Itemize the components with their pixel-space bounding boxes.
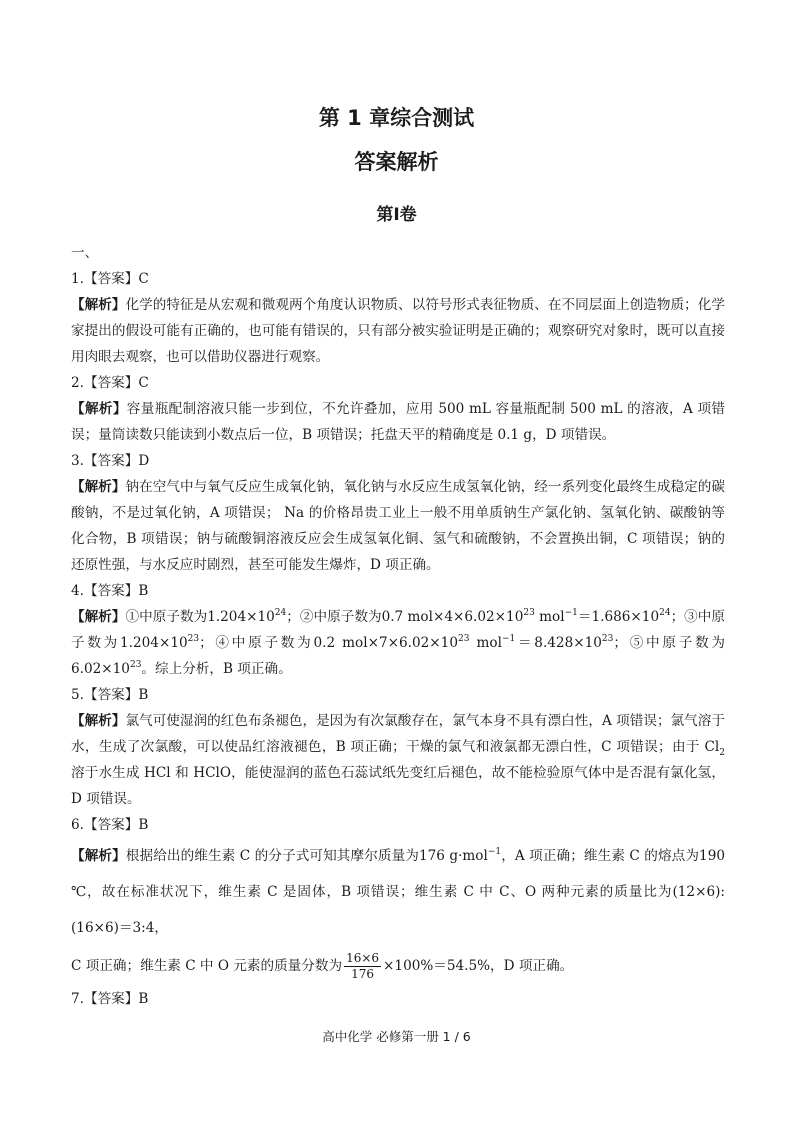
analysis-label: 【解析】 (71, 609, 126, 625)
q4-analysis (71, 604, 725, 682)
q2-analysis-text: 容量瓶配制溶液只能一步到位，不允许叠加，应用 500 mL 容量瓶配制 500 mL 的溶液，A 项错误；量筒读数只能读到小数点后一位，B 项错误；托盘天平的精确度是 0.1 g，D 项错误。 (71, 401, 725, 443)
exponent: 23 (187, 634, 200, 644)
analysis-label: 【解析】 (71, 479, 126, 495)
exponent: 23 (523, 608, 535, 618)
fraction (344, 951, 381, 982)
q6-text-1: 根据给出的维生素 C 的分子式可知其摩尔质量为176 g·mol (125, 848, 488, 864)
fraction-numerator: 16×6 (346, 951, 380, 965)
q2-answer: 2.【答案】C (71, 375, 149, 391)
q4-expr-3: ＝1.686×10 (577, 609, 660, 625)
analysis-label: 【解析】 (71, 713, 126, 729)
unit-mol: mol (534, 609, 565, 625)
section-title: 第Ⅰ卷 (376, 205, 417, 225)
q6-answer: 6.【答案】B (71, 817, 149, 833)
exponent: −1 (501, 634, 516, 644)
q4-expr-2: ；②中原子数为0.7 mol×4×6.02×10 (286, 609, 524, 625)
part-label: 一、 (71, 245, 99, 261)
q5-answer: 5.【答案】B (71, 687, 149, 703)
q4-conclusion: 。综上分析，B 项正确。 (141, 661, 292, 677)
q5-analysis-text-1: 氯气可使湿润的红色布条褪色，是因为有次氯酸存在，氯气本身不具有漂白性，A 项错误；氯气溶于水，生成了次氯酸，可以使品红溶液褪色，B 项正确；干燥的氯气和液氯都无漂白性，C 项错误；由于 Cl (71, 713, 726, 755)
q2-analysis (71, 396, 725, 448)
q6-analysis (71, 838, 725, 946)
exponent: 24 (659, 608, 671, 618)
exponent: 24 (274, 608, 287, 618)
q7-answer: 7.【答案】B (71, 991, 149, 1007)
exponent: −1 (487, 847, 502, 857)
page-subtitle: 答案解析 (354, 150, 439, 174)
q4-expr-7: ；⑤中原子数为6.02×10 (71, 635, 726, 677)
q3-answer: 3.【答案】D (71, 453, 150, 469)
q6-text-4: C 项正确；维生素 C 中 O 元素的质量分数为 (71, 958, 343, 974)
q4-expr-1: ①中原子数为1.204×10 (125, 609, 275, 625)
q6-text-3: 故在标准状况下，维生素 C 是固体，B 项错误；维生素 C 中 C、O 两种元素的质量比为(12×6):(16×6)＝3:4， (71, 884, 725, 936)
exponent: 23 (129, 660, 142, 670)
exponent: 23 (601, 634, 614, 644)
analysis-label: 【解析】 (71, 848, 126, 864)
page-footer: 高中化学 必修第一册 1 / 6 (322, 1029, 471, 1044)
q6-text-5: ×100%＝54.5%，D 项正确。 (383, 958, 574, 974)
q1-analysis (71, 292, 725, 370)
q4-answer: 4.【答案】B (71, 583, 149, 599)
q6-analysis-formula-line (71, 946, 725, 986)
unit-mol: mol (469, 635, 502, 651)
analysis-label: 【解析】 (71, 401, 127, 417)
exponent: −1 (564, 608, 578, 618)
q5-analysis-text-2: 溶于水生成 HCl 和 HClO，能使湿润的蓝色石蕊试纸先变红后褪色，故不能检验原气体中是否混有氯化氢，D 项错误。 (71, 765, 725, 807)
page-title: 第 1 章综合测试 (318, 106, 475, 130)
q1-analysis-text: 化学的特征是从宏观和微观两个角度认识物质、以符号形式表征物质、在不同层面上创造物质；化学家提出的假设可能有正确的，也可能有错误的，只有部分被实验证明是正确的；观察研究对象时，既可以直接用肉眼去观察，也可以借助仪器进行观察。 (71, 297, 726, 365)
fraction-denominator: 176 (351, 967, 374, 981)
answer-body (71, 240, 725, 1012)
q3-analysis-text: 钠在空气中与氧气反应生成氧化钠，氧化钠与水反应生成氢氧化钠，经一系列变化最终生成稳定的碳酸钠，不是过氧化钠，A 项错误； Na 的价格昂贵工业上一般不用单质钠生产氯化钠、氢氧化钠、碳酸钠等化合物，B 项错误；钠与硫酸铜溶液反应会生成氢氧化铜、氢气和硫酸钠，不会置换出铜，C 项错误；钠的还原性强，与水反应时剧烈，甚至可能发生爆炸，D 项正确。 (71, 479, 726, 573)
q4-expr-6: ＝8.428×10 (515, 635, 602, 651)
analysis-label: 【解析】 (71, 297, 126, 313)
q4-expr-5: ；④中原子数为0.2 mol×7×6.02×10 (199, 635, 458, 651)
subscript: 2 (719, 748, 725, 758)
q6-text-2: ，A 项正确；维生素 C 的熔点为190 ℃， (71, 848, 725, 900)
exponent: 23 (457, 634, 470, 644)
q1-answer: 1.【答案】C (71, 271, 149, 287)
q4-expr-4: ；③中原子数为1.204×10 (71, 609, 726, 651)
q3-analysis (71, 474, 725, 578)
q5-analysis (71, 708, 725, 812)
